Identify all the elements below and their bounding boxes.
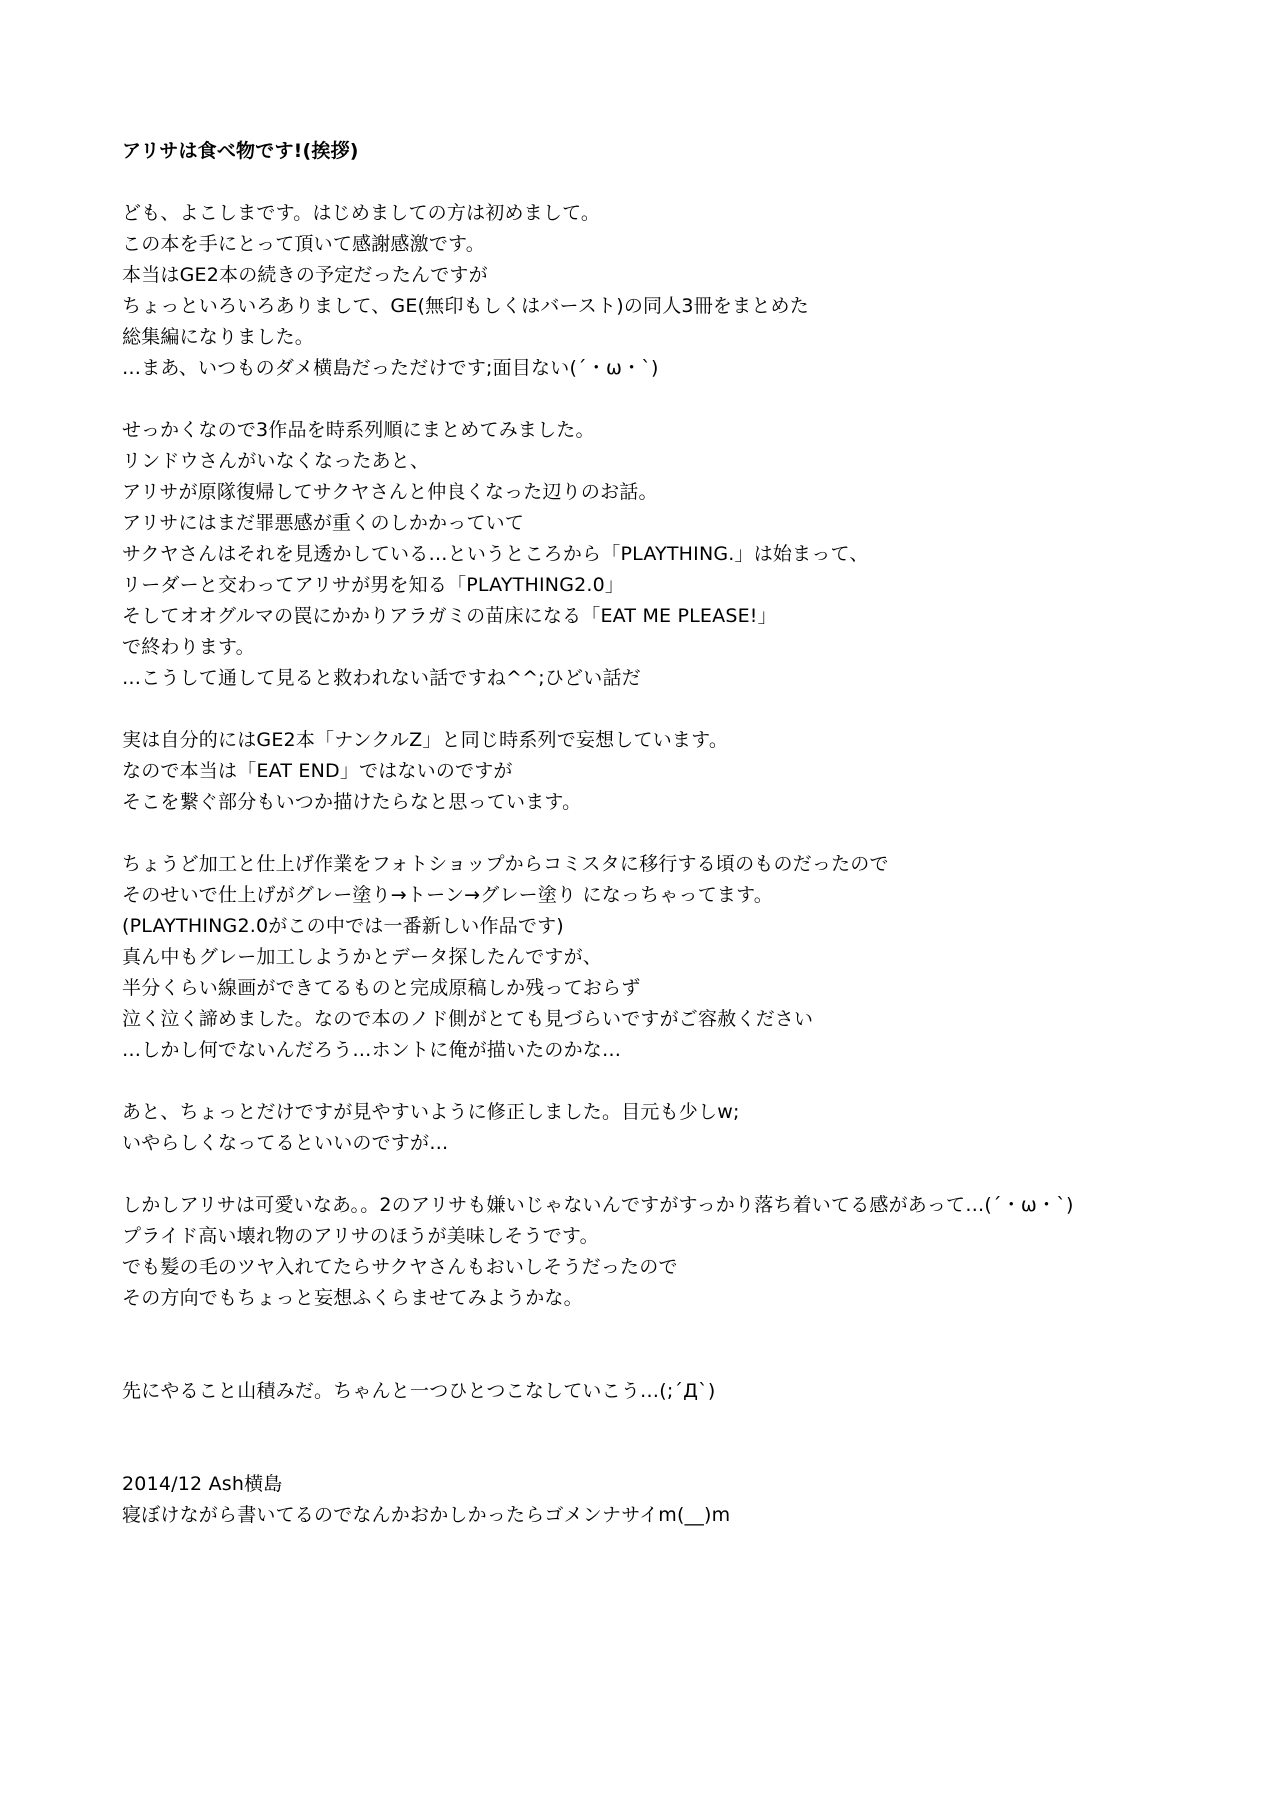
text-line: ちょっといろいろありまして、GE(無印もしくはバースト)の同人3冊をまとめた (122, 295, 809, 317)
spacer (122, 694, 1242, 725)
text-line: いやらしくなってるといいのですが… (122, 1132, 449, 1154)
spacer (122, 818, 1242, 849)
text-line: 実は自分的にはGE2本「ナンクルZ」と同じ時系列で妄想しています。 (122, 729, 729, 751)
signature-note: 寝ぼけながら書いてるのでなんかおかしかったらゴメンナサイm(__)m (122, 1504, 731, 1526)
text-line: リーダーと交わってアリサが男を知る「PLAYTHING2.0」 (122, 574, 625, 596)
text-line: でも髪の毛のツヤ入れてたらサクヤさんもおいしそうだったので (122, 1256, 678, 1278)
text-line: しかしアリサは可愛いなあ。。2のアリサも嫌いじゃないんですがすっかり落ち着いてる感があって…(´・ω・`) (122, 1194, 1074, 1216)
text-line: リンドウさんがいなくなったあと、 (122, 450, 430, 472)
text-line: …こうして通して見ると救われない話ですね^^;ひどい話だ (122, 667, 641, 689)
text-line: この本を手にとって頂いて感謝感激です。 (122, 233, 485, 255)
text-line: (PLAYTHING2.0がこの中では一番新しい作品です) (122, 915, 564, 937)
spacer (122, 1159, 1242, 1190)
spacer (122, 1314, 1242, 1376)
text-line: そのせいで仕上げがグレー塗り→トーン→グレー塗り になっちゃってます。 (122, 884, 773, 906)
text-line: あと、ちょっとだけですが見やすいように修正しました。目元も少しw; (122, 1101, 740, 1123)
text-line: …しかし何でないんだろう…ホントに俺が描いたのかな… (122, 1039, 622, 1061)
text-line: …まあ、いつものダメ横島だっただけです;面目ない(´・ω・`) (122, 357, 659, 379)
text-line: 本当はGE2本の続きの予定だったんですが (122, 264, 488, 286)
spacer (122, 1407, 1242, 1469)
text-line: 総集編になりました。 (122, 326, 315, 348)
text-line: そしてオオグルマの罠にかかりアラガミの苗床になる「EAT ME PLEASE!」 (122, 605, 777, 627)
text-line: アリサにはまだ罪悪感が重くのしかかっていて (122, 512, 525, 534)
text-line: 半分くらい線画ができてるものと完成原稿しか残っておらず (122, 977, 641, 999)
text-line: 真ん中もグレー加工しようかとデータ探したんですが、 (122, 946, 603, 968)
text-line: その方向でもちょっと妄想ふくらませてみようかな。 (122, 1287, 583, 1309)
spacer (122, 1066, 1242, 1097)
spacer (122, 384, 1242, 415)
text-line: せっかくなので3作品を時系列順にまとめてみました。 (122, 419, 595, 441)
text-line: ども、よこしまです。はじめましての方は初めまして。 (122, 202, 601, 224)
text-line: プライド高い壊れ物のアリサのほうが美味しそうです。 (122, 1225, 599, 1247)
afterword-text (122, 136, 1242, 1531)
text-line: で終わります。 (122, 636, 255, 658)
text-line: ちょうど加工と仕上げ作業をフォトショップからコミスタに移行する頃のものだったので (122, 853, 889, 875)
signature-date-author: 2014/12 Ash横島 (122, 1473, 283, 1495)
text-line: 先にやること山積みだ。ちゃんと一つひとつこなしていこう…(;´Д`) (122, 1380, 716, 1402)
text-line: サクヤさんはそれを見透かしている…というところから「PLAYTHING.」は始まって、 (122, 543, 869, 565)
text-line: そこを繋ぐ部分もいつか描けたらなと思っています。 (122, 791, 582, 813)
spacer (122, 167, 1242, 198)
text-line: 泣く泣く諦めました。なので本のノド側がとても見づらいですがご容赦ください (122, 1008, 814, 1030)
text-line: なので本当は「EAT END」ではないのですが (122, 760, 513, 782)
text-line: アリサが原隊復帰してサクヤさんと仲良くなった辺りのお話。 (122, 481, 658, 503)
afterword-title: アリサは食べ物です!(挨拶) (122, 140, 359, 162)
